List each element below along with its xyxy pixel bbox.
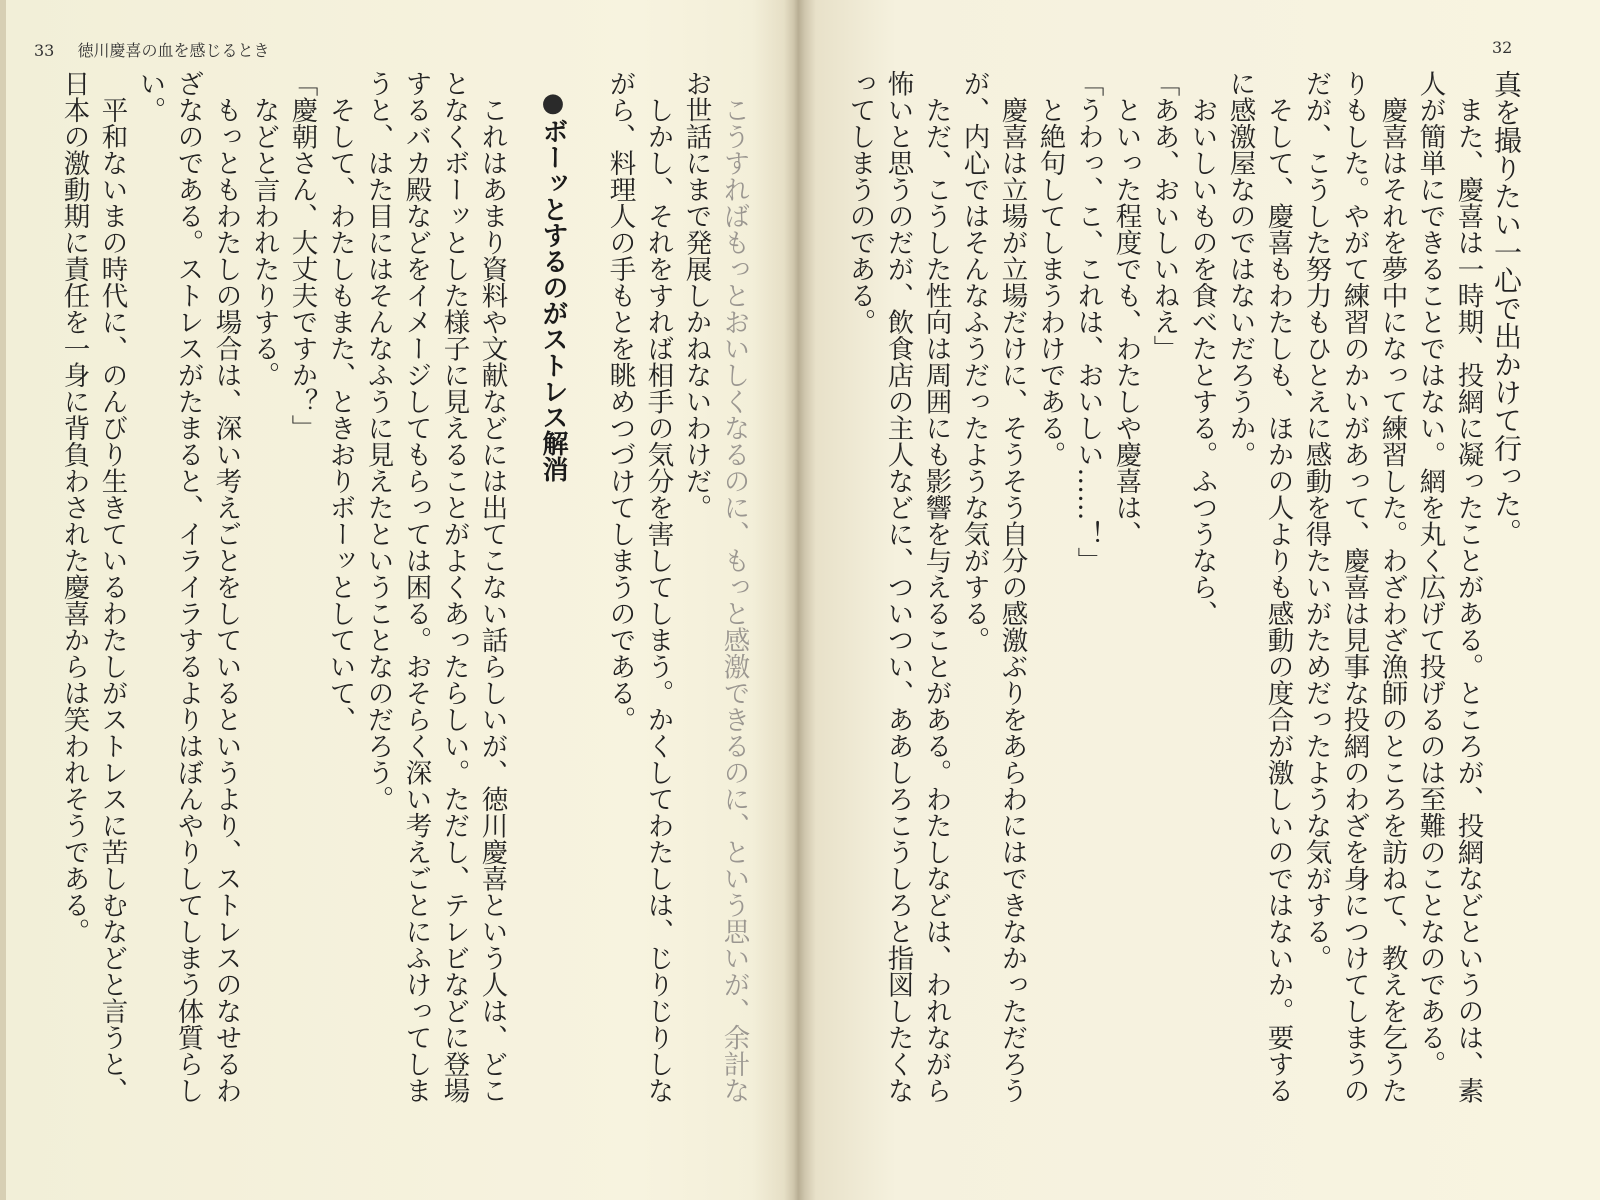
text-line: 怖いと思うのだが、飲食店の主人などに、ついつい、ああしろこうしろと指図したくな — [882, 70, 914, 1104]
text-line: そして、慶喜もわたしも、ほかの人よりも感動の度合が激しいのではないか。要する — [1262, 70, 1294, 1104]
text-line: 「うわっ、こ、これは、おいしい……！」 — [1072, 70, 1104, 574]
left-page-number: 33 — [34, 41, 55, 60]
bullet-icon: ● — [538, 88, 568, 118]
text-line: うと、はた目にはそんなふうに見えたということなのだろう。 — [362, 70, 394, 812]
text-line: 日本の激動期に責任を一身に背負わされた慶喜からは笑われそうである。 — [58, 70, 90, 945]
text-line: に感激屋なのではないだろうか。 — [1224, 70, 1256, 468]
running-title: 徳川慶喜の血を感じるとき — [77, 41, 270, 60]
text-line: 平和ないまの時代に、のんびり生きているわたしがストレスに苦しむなどと言うと、 — [96, 70, 128, 1104]
text-line: これはあまり資料や文献などには出てこない話らしいが、徳川慶喜という人は、どこ — [476, 70, 508, 1104]
section-heading-text: ボーッとするのがストレス解消 — [538, 118, 568, 482]
text-line: お世話にまで発展しかねないわけだ。 — [680, 70, 712, 521]
text-line: ざなのである。ストレスがたまると、イライラするよりはぼんやりしてしまう体質らし — [172, 70, 204, 1104]
left-page-header — [34, 38, 269, 61]
text-line: い。 — [134, 70, 166, 123]
section-heading — [540, 88, 566, 482]
text-line: がら、料理人の手もとを眺めつづけてしまうのである。 — [604, 70, 636, 733]
text-line: 「慶朝さん、大丈夫ですか？」 — [286, 70, 318, 441]
text-line: りもした。やがて練習のかいがあって、慶喜は見事な投網のわざを身につけてしまうの — [1338, 70, 1370, 1104]
page-edge — [0, 0, 6, 1200]
text-line: そして、わたしもまた、ときおりボーッとしていて、 — [324, 70, 356, 733]
text-line: ただ、こうした性向は周囲にも影響を与えることがある。わたしなどは、われながら — [920, 70, 952, 1104]
text-line: また、慶喜は一時期、投網に凝ったことがある。ところが、投網などというのは、素 — [1452, 70, 1484, 1104]
text-line: おいしいものを食べたとする。ふつうなら、 — [1186, 70, 1218, 627]
text-line: するバカ殿などをイメージしてもらっては困る。おそらく深い考えごとにふけってしま — [400, 70, 432, 1104]
text-line: こうすればもっとおいしくなるのに、もっと感激できるのに、という思いが、余計な — [718, 70, 750, 1104]
text-line: もっともわたしの場合は、深い考えごとをしているというより、ストレスのなせるわ — [210, 70, 242, 1104]
text-line: だが、こうした努力もひとえに感動を得たいがためだったような気がする。 — [1300, 70, 1332, 971]
text-line: 真を撮りたい一心で出かけて行った。 — [1490, 70, 1523, 546]
text-line: ってしまうのである。 — [844, 70, 876, 335]
text-line: しかし、それをすれば相手の気分を害してしまう。かくしてわたしは、じりじりしな — [642, 70, 674, 1104]
text-line: などと言われたりする。 — [248, 70, 280, 388]
text-line: 「ああ、おいしいねえ」 — [1148, 70, 1180, 362]
text-line: といった程度でも、わたしや慶喜は、 — [1110, 70, 1142, 547]
text-line: 人が簡単にできることではない。網を丸く広げて投げるのは至難のことなのである。 — [1414, 70, 1446, 1077]
text-line: 慶喜は立場が立場だけに、そうそう自分の感激ぶりをあらわにはできなかっただろう — [996, 70, 1028, 1104]
text-line: と絶句してしまうわけである。 — [1034, 70, 1066, 468]
text-line: 慶喜はそれを夢中になって練習した。わざわざ漁師のところを訪ねて、教えを乞うた — [1376, 70, 1408, 1104]
text-line: が、内心ではそんなふうだったような気がする。 — [958, 70, 990, 653]
right-page-number: 32 — [1492, 38, 1513, 57]
text-line: となくボーッとした様子に見えることがよくあったらしい。ただし、テレビなどに登場 — [438, 70, 470, 1104]
